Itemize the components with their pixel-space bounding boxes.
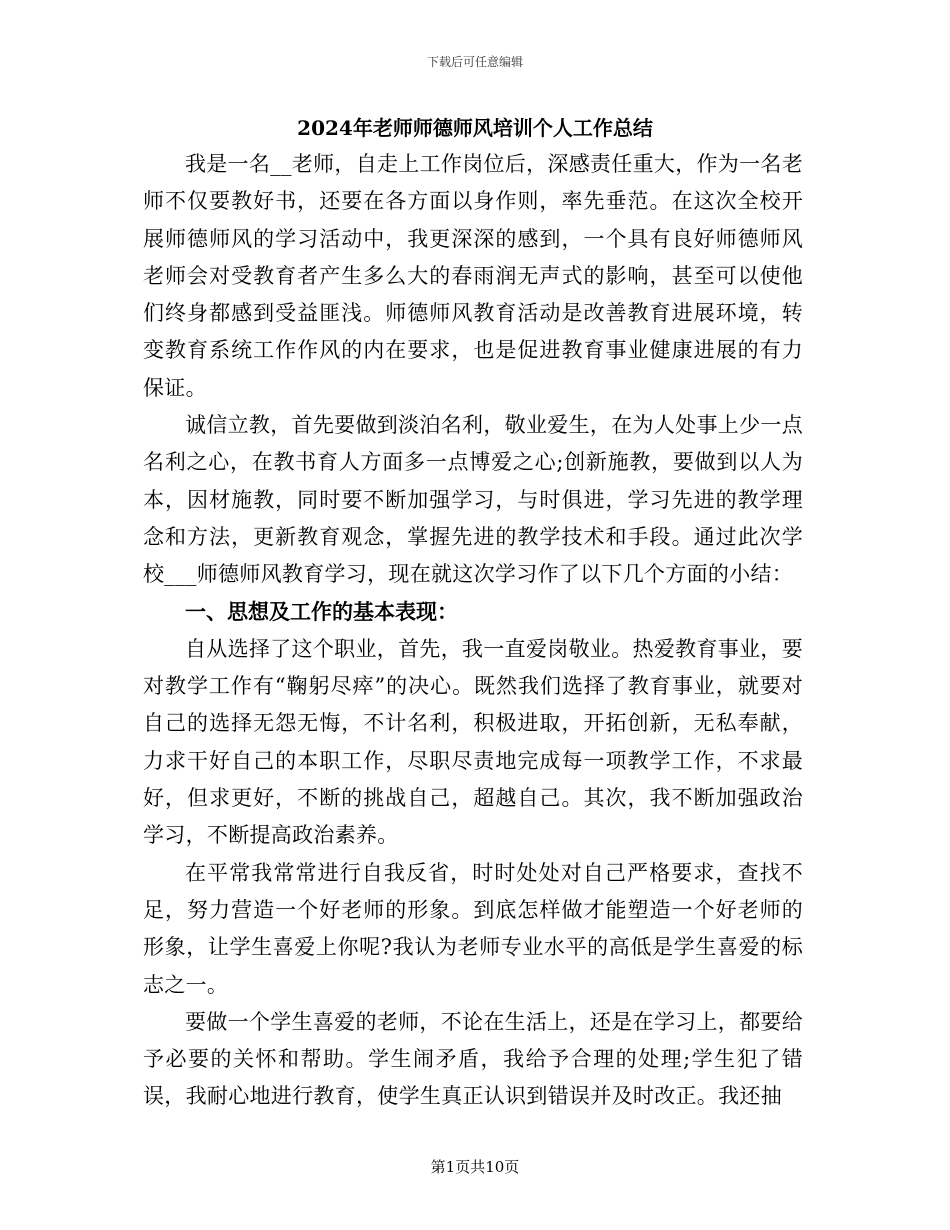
section-paragraph-1: 自从选择了这个职业，首先，我一直爱岗敬业。热爱教育事业，要对教学工作有“鞠躬尽瘁”的决心。既然我们选择了教育事业，就要对自己的选择无怨无悔，不计名利，积极进取，开拓创新，无私奉献，力求干好自己的本职工作，尽职尽责地完成每一项教学工作，不求最好，但求更好，不断的挑战自己，超越自己。其次，我不断加强政治学习，不断提高政治素养。 bbox=[143, 636, 803, 848]
section-heading: 一、思想及工作的基本表现： bbox=[185, 599, 458, 624]
page-footer: 第1页共10页 bbox=[430, 1158, 520, 1176]
document-body bbox=[143, 146, 803, 1116]
document-title: 2024年老师师德师风培训个人工作总结 bbox=[297, 116, 653, 140]
section-paragraph-2: 在平常我常常进行自我反省，时时处处对自己严格要求，查找不足，努力营造一个好老师的形象。到底怎样做才能塑造一个好老师的形象，让学生喜爱上你呢?我认为老师专业水平的高低是学生喜爱的标志之一。 bbox=[143, 860, 803, 997]
intro-paragraph-1: 我是一名__老师，自走上工作岗位后，深感责任重大，作为一名老师不仅要教好书，还要在各方面以身作则，率先垂范。在这次全校开展师德师风的学习活动中，我更深深的感到，一个具有良好师德师风老师会对受教育者产生多么大的春雨润无声式的影响，甚至可以使他们终身都感到受益匪浅。师德师风教育活动是改善教育进展环境，转变教育系统工作作风的内在要求，也是促进教育事业健康进展的有力保证。 bbox=[143, 152, 803, 400]
intro-paragraph-2: 诚信立教，首先要做到淡泊名利，敬业爱生，在为人处事上少一点名利之心，在教书育人方面多一点博爱之心;创新施教，要做到以人为本，因材施教，同时要不断加强学习，与时俱进，学习先进的教学理念和方法，更新教育观念，掌握先进的教学技术和手段。通过此次学校___师德师风教育学习，现在就这次学习作了以下几个方面的小结： bbox=[143, 413, 803, 587]
header-note: 下载后可任意编辑 bbox=[426, 55, 523, 69]
section-paragraph-3: 要做一个学生喜爱的老师，不论在生活上，还是在学习上，都要给予必要的关怀和帮助。学生闹矛盾，我给予合理的处理;学生犯了错误，我耐心地进行教育，使学生真正认识到错误并及时改正。我还抽 bbox=[143, 1009, 803, 1109]
